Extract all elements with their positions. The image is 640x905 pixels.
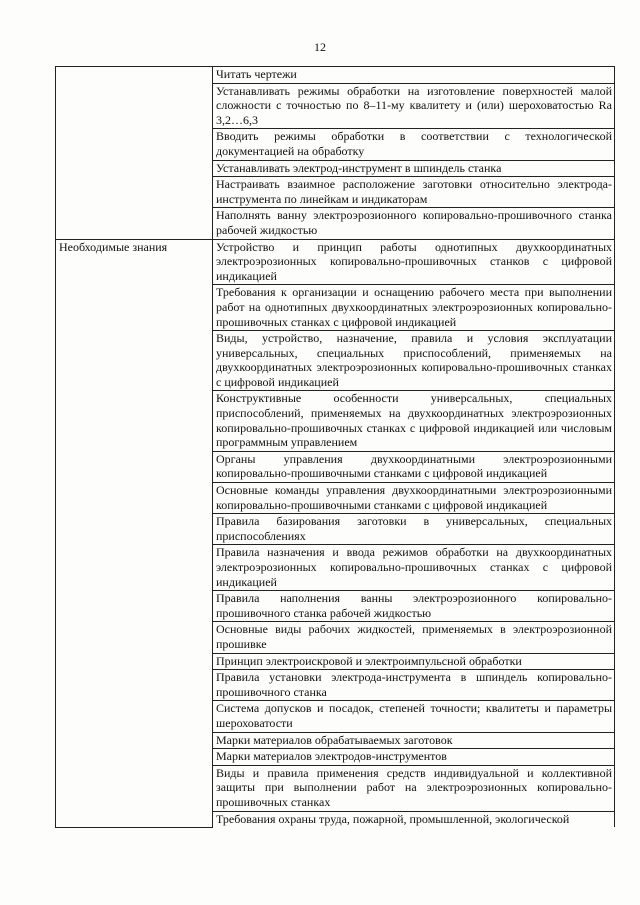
requirement-cell: Правила наполнения ванны электроэрозионного копировально-прошивочного станка рабочей жидкостью bbox=[213, 591, 615, 622]
table-row bbox=[56, 67, 615, 84]
requirement-cell: Настраивать взаимное расположение заготовки относительно электрода-инструмента по линейкам и индикаторам bbox=[213, 177, 615, 208]
requirement-cell: Марки материалов обрабатываемых заготовок bbox=[213, 732, 615, 749]
requirement-cell: Органы управления двухкоординатными электроэрозионными копировально-прошивочными станками с цифровой индикацией bbox=[213, 451, 615, 482]
requirement-cell: Правила базирования заготовки в универсальных, специальных приспособлениях bbox=[213, 514, 615, 545]
requirement-cell: Требования охраны труда, пожарной, промышленной, экологической bbox=[213, 811, 615, 827]
section-label bbox=[56, 67, 213, 240]
section-label: Необходимые знания bbox=[56, 239, 213, 827]
requirement-cell: Вводить режимы обработки в соответствии с технологической документацией на обработку bbox=[213, 129, 615, 160]
requirement-cell: Конструктивные особенности универсальных, специальных приспособлений, применяемых на двухкоординатных электроэрозионных копировально-прошивочных станках с цифровой индикацией или числовым программным управлением bbox=[213, 391, 615, 451]
requirement-cell: Правила установки электрода-инструмента в шпиндель копировально-прошивочного станка bbox=[213, 670, 615, 701]
table-row bbox=[56, 239, 615, 285]
requirement-cell: Система допусков и посадок, степеней точности; квалитеты и параметры шероховатости bbox=[213, 701, 615, 732]
page-number: 12 bbox=[314, 40, 326, 54]
requirement-cell: Правила назначения и ввода режимов обработки на двухкоординатных электроэрозионных копировально-прошивочных станках с цифровой индикацией bbox=[213, 545, 615, 591]
requirement-cell: Основные команды управления двухкоординатными электроэрозионными копировально-прошивочными станками с цифровой индикацией bbox=[213, 483, 615, 514]
requirement-cell: Устройство и принцип работы однотипных двухкоординатных электроэрозионных копировально-прошивочных станков с цифровой индикацией bbox=[213, 239, 615, 285]
requirement-cell: Принцип электроискровой и электроимпульсной обработки bbox=[213, 653, 615, 670]
requirement-cell: Требования к организации и оснащению рабочего места при выполнении работ на однотипных двухкоординатных электроэрозионных копировально-прошивочных станках с цифровой индикацией bbox=[213, 285, 615, 331]
requirements-table-body bbox=[56, 67, 615, 828]
requirements-table bbox=[55, 66, 615, 828]
requirement-cell: Устанавливать электрод-инструмент в шпиндель станка bbox=[213, 160, 615, 177]
requirement-cell: Основные виды рабочих жидкостей, применяемых в электроэрозионной прошивке bbox=[213, 622, 615, 653]
requirement-cell: Виды и правила применения средств индивидуальной и коллективной защиты при выполнении работ на электроэрозионных копировально-прошивочных станках bbox=[213, 765, 615, 811]
requirement-cell: Читать чертежи bbox=[213, 67, 615, 84]
requirement-cell: Устанавливать режимы обработки на изготовление поверхностей малой сложности с точностью по 8–11-му квалитету и (или) шероховатостью Ra 3,2…6,3 bbox=[213, 83, 615, 129]
requirement-cell: Виды, устройство, назначение, правила и условия эксплуатации универсальных, специальных приспособлений, применяемых на двухкоординатных электроэрозионных копировально-прошивочных станках с цифровой индикацией bbox=[213, 331, 615, 391]
requirement-cell: Марки материалов электродов-инструментов bbox=[213, 749, 615, 766]
requirement-cell: Наполнять ванну электроэрозионного копировально-прошивочного станка рабочей жидкостью bbox=[213, 208, 615, 239]
